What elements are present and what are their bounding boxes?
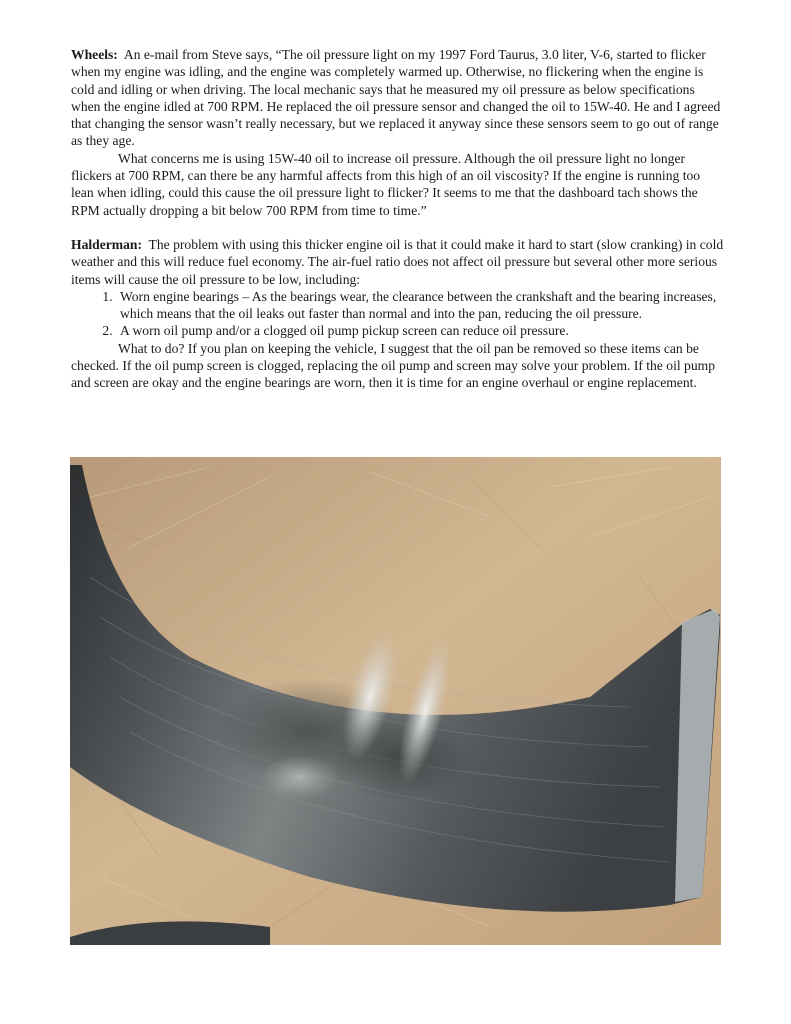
list-item: 1. Worn engine bearings – As the bearings wear, the clearance between the crankshaft and the bearing increases, which means that the oil leaks out faster than normal and into the pan, reducing the oil pressure. (116, 288, 726, 323)
answer-intro-text: The problem with using this thicker engine oil is that it could make it hard to start (slow cranking) in cold weather and this will reduce fuel economy. The air-fuel ratio does not affect oil pressure but several other more serious items will cause the oil pressure to be low, including: (71, 236, 724, 287)
question-text: An e-mail from Steve says, “The oil pressure light on my 1997 Ford Taurus, 3.0 liter, V-6, started to flicker when my engine was idling, and the engine was completely warmed up. Otherwise, no flickering when the engine is cold and idling or when driving. The local mechanic says that he measured my oil pressure as below specifications when the engine idled at 700 RPM. He replaced the oil pressure sensor and changed the oil to 15W-40. He and I agreed that changing the sensor wasn’t really necessary, but we replaced it anyway since these sensors seem to go out of range as they age. (71, 47, 721, 149)
article-body (71, 46, 726, 392)
halderman-label: Halderman: (71, 236, 142, 252)
wheels-label: Wheels: (71, 47, 118, 62)
answer-intro (71, 236, 726, 288)
worn-bearing-photo (70, 457, 721, 945)
answer-closing: What to do? If you plan on keeping the vehicle, I suggest that the oil pan be removed so these items can be checked. If the oil pump screen is clogged, replacing the oil pump and screen may solve your problem. If the oil pump and screen are okay and the engine bearings are worn, then it is time for an engine overhaul or engine replacement. (71, 340, 716, 391)
question-paragraph (71, 46, 726, 150)
cause-list (71, 288, 726, 340)
list-item: 2. A worn oil pump and/or a clogged oil pump pickup screen can reduce oil pressure. (116, 322, 726, 339)
question-paragraph-2: What concerns me is using 15W-40 oil to increase oil pressure. Although the oil pressure light no longer flickers at 700 RPM, can there be any harmful affects from this high of an oil viscosity? If the engine is running too lean when idling, could this cause the oil pressure light to flicker? It seems to me that the dashboard tach shows the RPM actually dropping a bit below 700 RPM from time to time.” (71, 150, 701, 218)
